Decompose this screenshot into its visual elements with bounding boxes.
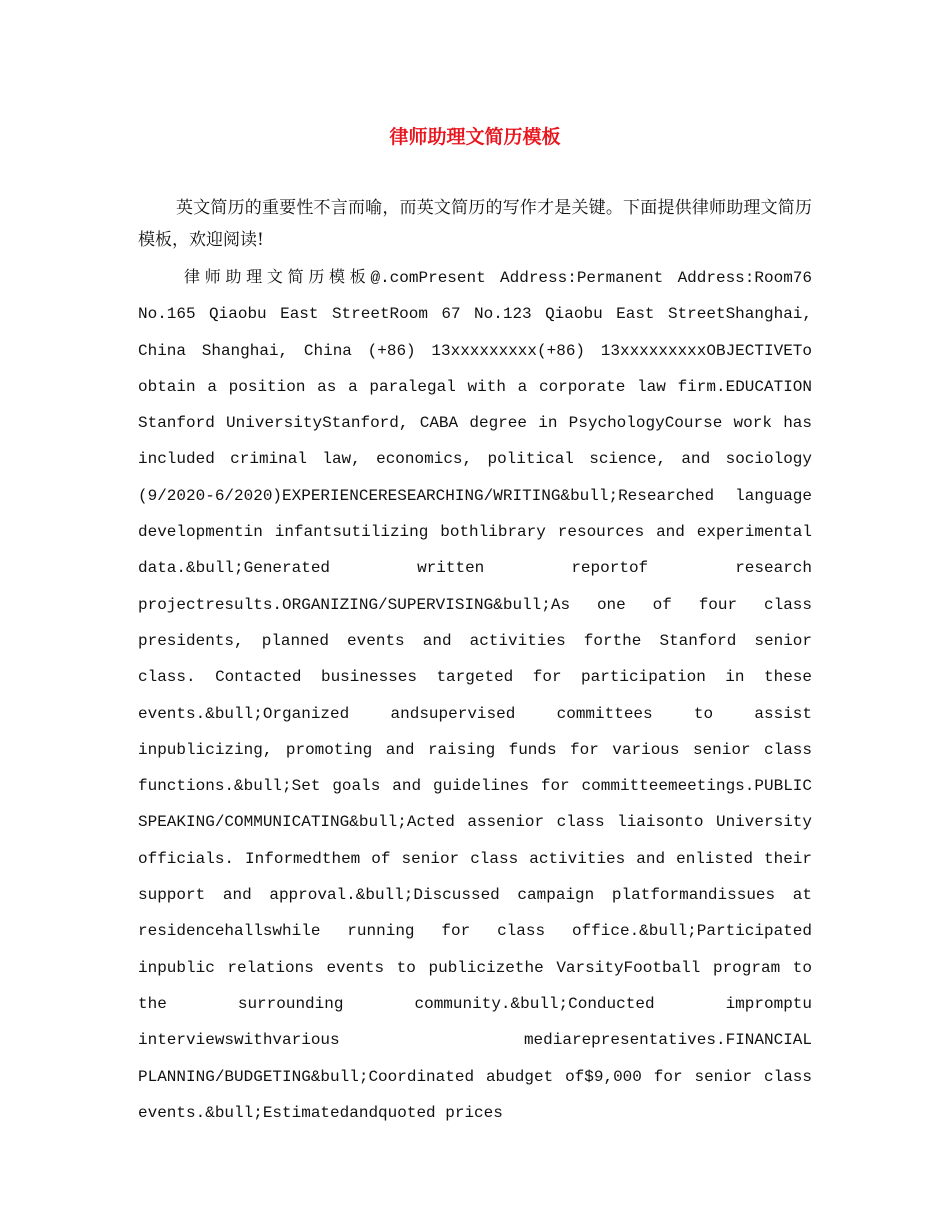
intro-paragraph: 英文简历的重要性不言而喻，而英文简历的写作才是关键。下面提供律师助理文简历模板，欢迎阅读! <box>138 198 812 250</box>
resume-body-paragraph: 律师助理文简历模板@.comPresent Address:Permanent Address:Room76 No.165 Qiaobu East StreetRoom 67 No.123 Qiaobu East StreetShanghai, China Shanghai, China (+86) 13xxxxxxxxx(+86) 13xxxxxxxxxOBJECTIVETo obtain a position as a paralegal with a corporate law firm.EDUCATION Stanford UniversityStanford, CABA degree in PsychologyCourse work has included criminal law, economics, political science, and sociology (9/2020-6/2020)EXPERIENCERESEARCHING/WRITING&bull;Researched language developmentin infantsutilizing bothlibrary resources and experimental data.&bull;Generated written reportof research projectresults.ORGANIZING/SUPERVISING&bull;As one of four class presidents, planned events and activities forthe Stanford senior class. Contacted businesses targeted for participation in these events.&bull;Organized andsupervised committees to assist inpublicizing, promoting and raising funds for various senior class functions.&bull;Set goals and guidelines for committeemeetings.PUBLIC SPEAKING/COMMUNICATING&bull;Acted assenior class liaisonto University officials. Informedthem of senior class activities and enlisted their support and approval.&bull;Discussed campaign platformandissues at residencehallswhile running for class office.&bull;Participated inpublic relations events to publicizethe VarsityFootball program to the surrounding community.&bull;Conducted impromptu interviewswithvarious mediarepresentatives.FINANCIAL PLANNING/BUDGETING&bull;Coordinated abudget of$9,000 for senior class events.&bull;Estimatedandquoted prices <box>138 269 812 1122</box>
page-title: 律师助理文简历模板 <box>389 126 561 148</box>
